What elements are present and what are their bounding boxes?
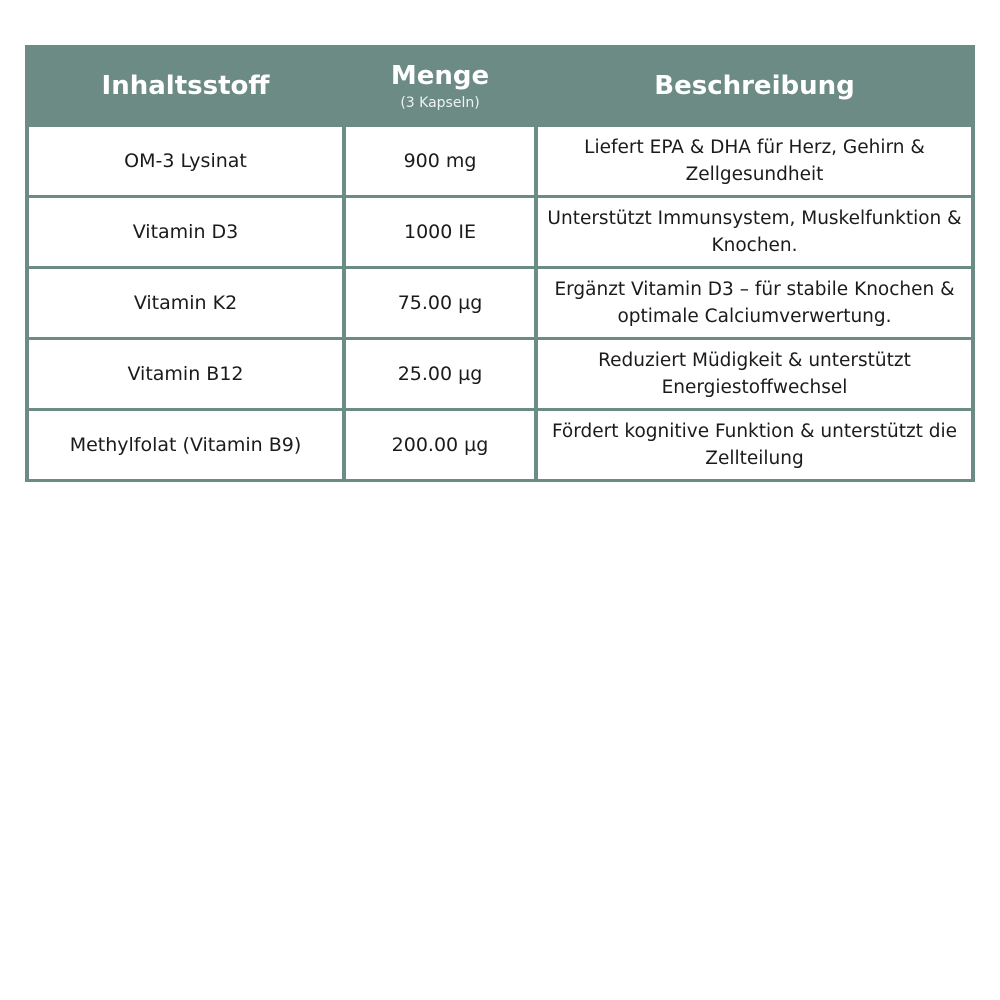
table-row [29, 198, 971, 266]
table-row [29, 340, 971, 408]
header-row [29, 48, 971, 124]
header-description-label: Beschreibung [654, 71, 855, 101]
ingredient-cell: OM-3 Lysinat [29, 127, 342, 195]
amount-cell: 25.00 µg [346, 340, 534, 408]
table-row [29, 269, 971, 337]
description-cell: Reduziert Müdigkeit & unterstützt Energiestoffwechsel [538, 340, 971, 408]
header-description [538, 48, 971, 124]
description-cell: Liefert EPA & DHA für Herz, Gehirn & Zellgesundheit [538, 127, 971, 195]
header-ingredient [29, 48, 342, 124]
header-amount-note: (3 Kapseln) [400, 95, 480, 111]
header-amount [346, 48, 534, 124]
description-cell: Ergänzt Vitamin D3 – für stabile Knochen & optimale Calciumverwertung. [538, 269, 971, 337]
amount-cell: 200.00 µg [346, 411, 534, 479]
table-body [29, 127, 971, 479]
header-ingredient-label: Inhaltsstoff [101, 71, 270, 101]
description-cell: Fördert kognitive Funktion & unterstützt die Zellteilung [538, 411, 971, 479]
description-cell: Unterstützt Immunsystem, Muskelfunktion & Knochen. [538, 198, 971, 266]
table-header [29, 48, 971, 124]
ingredient-cell: Vitamin B12 [29, 340, 342, 408]
amount-cell: 1000 IE [346, 198, 534, 266]
table-row [29, 411, 971, 479]
amount-cell: 900 mg [346, 127, 534, 195]
ingredient-cell: Methylfolat (Vitamin B9) [29, 411, 342, 479]
header-amount-label: Menge [390, 61, 490, 91]
ingredient-cell: Vitamin D3 [29, 198, 342, 266]
amount-cell: 75.00 µg [346, 269, 534, 337]
ingredient-cell: Vitamin K2 [29, 269, 342, 337]
ingredients-table [25, 45, 975, 482]
ingredients-table-frame [25, 45, 975, 482]
table-row [29, 127, 971, 195]
